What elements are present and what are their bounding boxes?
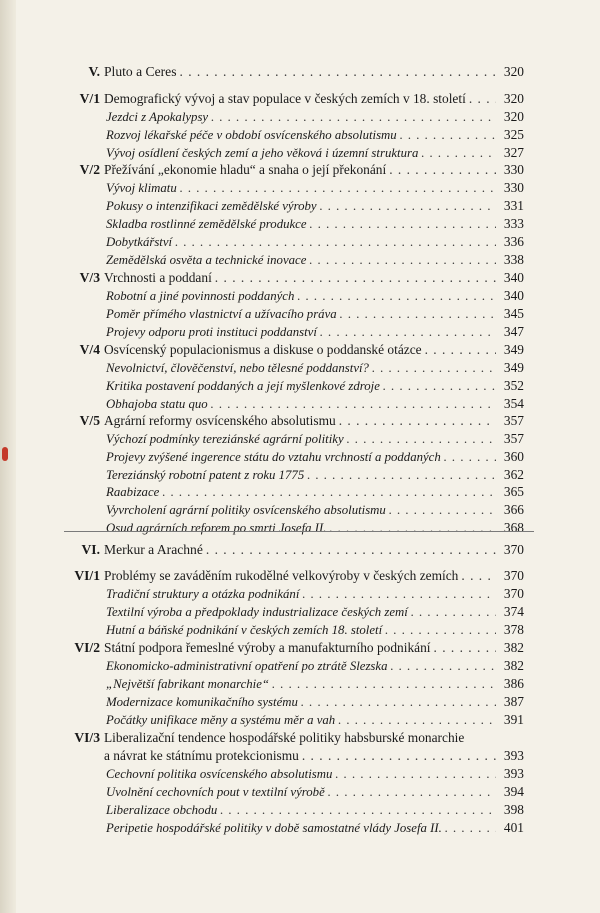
dot-leader [180,63,497,81]
toc-entry [0,63,600,81]
toc-entry [0,747,600,765]
toc-entry-page: 387 [503,694,524,709]
toc-entry [0,215,600,233]
dot-leader [411,603,496,621]
toc-entry-page: 370 [503,568,524,583]
toc-entry [0,801,600,819]
dot-leader [272,675,496,693]
toc-entry-page: 330 [503,180,524,195]
toc-entry [0,603,600,621]
dot-leader [180,179,496,197]
toc-entry-title: Počátky unifikace měny a systému měr a vah [106,713,336,727]
toc-entry [0,519,600,537]
dot-leader [297,287,496,305]
toc-entry-title: „Největší fabrikant monarchie“ [106,677,270,691]
toc-entry-page: 338 [503,252,524,267]
toc-entry-page: 347 [503,324,524,339]
toc-entry-number: V/4 [79,342,100,357]
dot-leader [211,395,496,413]
dot-leader [444,448,496,466]
toc-entry-title: Poměr přímého vlastnictví a užívacího práva [106,307,337,321]
toc-entry [0,466,600,484]
dot-leader [338,711,496,729]
toc-entry-title: Dobytkářství [106,235,173,249]
toc-entry-title: Problémy se zaváděním rukodělné velkovýroby v českých zemích [104,568,459,583]
toc-entry [0,711,600,729]
toc-entry-title: Modernizace komunikačního systému [106,695,298,709]
toc-entry-title: Pluto a Ceres [104,64,177,79]
toc-entry [0,395,600,413]
toc-entry [0,639,600,657]
dot-leader [469,90,496,108]
toc-entry [0,197,600,215]
toc-entry-title: Peripetie hospodářské politiky v době samostatné vlády Josefa II. [106,821,442,835]
toc-entry-title: Vývoj klimatu [106,181,177,195]
dot-leader [302,747,496,765]
toc-entry [0,657,600,675]
toc-entry [0,161,600,179]
dot-leader [175,233,496,251]
toc-entry-title: Státní podpora řemeslné výroby a manufakturního podnikání [104,640,431,655]
dot-leader [372,359,496,377]
toc-entry [0,765,600,783]
dot-leader [320,197,496,215]
toc-entry [0,108,600,126]
toc-entry-title: Osvícenský populacionismus a diskuse o poddanské otázce [104,342,422,357]
toc-entry-page: 340 [503,270,524,285]
toc-entry [0,377,600,395]
toc-entry-title: Jezdci z Apokalypsy [106,110,209,124]
dot-leader [389,501,496,519]
toc-entry [0,251,600,269]
toc-entry-title: Nevolnictví, člověčenství, nebo tělesné poddanství? [106,361,369,375]
toc-entry-title: Uvolnění cechovních pout v textilní výrobě [106,785,325,799]
toc-entry-number: VI/2 [74,640,100,655]
toc-entry [0,483,600,501]
toc-entry [0,233,600,251]
toc-entry [0,501,600,519]
dot-leader [391,657,497,675]
toc-entry-title: Liberalizace obchodu [106,803,218,817]
toc-entry-title: Ekonomicko-administrativní opatření po ztrátě Slezska [106,659,388,673]
dot-leader [309,251,496,269]
toc-entry [0,179,600,197]
toc-entry-number: V/1 [79,91,100,106]
dot-leader [162,483,496,501]
toc-entry-title: Projevy zvýšené ingerence státu do vztahu vrchností a poddaných [106,450,441,464]
toc-entry-number: VI/1 [74,568,100,583]
toc-entry-title: Projevy odporu proti instituci poddanství [106,325,317,339]
toc-entry-page: 349 [503,360,524,375]
dot-leader [434,639,496,657]
toc-entry [0,819,600,837]
toc-entry-page: 394 [503,784,524,799]
toc-entry-page: 354 [503,396,524,411]
toc-entry-page: 327 [503,145,524,160]
toc-entry [0,341,600,359]
toc-entry-page: 370 [503,586,524,601]
toc-entry-page: 382 [503,658,524,673]
toc-entry-title: Tereziánský robotní patent z roku 1775 [106,468,305,482]
toc-entry [0,693,600,711]
toc-entry-page: 336 [503,234,524,249]
toc-entry-page: 349 [503,342,524,357]
toc-entry [0,323,600,341]
toc-entry-title: Demografický vývoj a stav populace v českých zemích v 18. století [104,91,466,106]
toc-entry-page: 357 [503,413,524,428]
dot-leader [347,430,496,448]
toc-entry-page: 320 [503,64,524,79]
toc-entry-title: Tradiční struktury a otázka podnikání [106,587,300,601]
toc-entry-number: VI. [81,542,100,557]
toc-entry-title: Skladba rostlinné zemědělské produkce [106,217,307,231]
toc-entry-title: Merkur a Arachné [104,542,203,557]
toc-entry-page: 362 [503,467,524,482]
toc-entry-page: 320 [503,109,524,124]
toc-entry-number: V/5 [79,413,100,428]
toc-entry-page: 345 [503,306,524,321]
toc-entry [0,126,600,144]
toc-entry [0,541,600,559]
toc-entry-page: 374 [503,604,524,619]
toc-entry [0,430,600,448]
dot-leader [310,215,496,233]
toc-entry-title: Kritika postavení poddaných a její myšlenkové zdroje [106,379,380,393]
dot-leader [421,144,496,162]
toc-entry-page: 401 [503,820,524,835]
toc-entry-page: 398 [503,802,524,817]
dot-leader [335,765,496,783]
toc-entry-page: 391 [503,712,524,727]
dot-leader [206,541,496,559]
toc-entry-number: V/2 [79,162,100,177]
toc-entry-title: Hutní a báňské podnikání v českých zemích 18. století [106,623,383,637]
toc-entry-number: V/3 [79,270,100,285]
toc-entry-page: 330 [503,162,524,177]
toc-entry-title: Agrární reformy osvícenského absolutismu [104,413,336,428]
toc-entry [0,305,600,323]
toc-entry-page: 352 [503,378,524,393]
toc-entry-page: 360 [503,449,524,464]
toc-entry-title: Raabizace [106,485,160,499]
toc-entry-page: 366 [503,502,524,517]
toc-entry-title: a návrat ke státnímu protekcionismu [104,748,299,763]
toc-entry [0,675,600,693]
toc-entry-title: Textilní výroba a předpoklady industrializace českých zemí [106,605,408,619]
toc-entry [0,448,600,466]
toc-entry-page: 368 [503,520,524,535]
dot-leader [307,466,496,484]
toc-entry-page: 370 [503,542,524,557]
toc-entry-page: 393 [503,766,524,781]
toc-entry-page: 320 [503,91,524,106]
toc-entry [0,729,600,747]
dot-leader [215,269,496,287]
toc-entry [0,269,600,287]
dot-leader [211,108,496,126]
toc-entry [0,359,600,377]
toc-entry-page: 357 [503,431,524,446]
dot-leader [320,323,496,341]
dot-leader [461,567,496,585]
toc-entry [0,783,600,801]
dot-leader [425,341,496,359]
dot-leader [340,305,496,323]
chapter-divider [64,531,534,532]
dot-leader [220,801,496,819]
toc-entry-page: 331 [503,198,524,213]
toc-entry-title: Pokusy o intenzifikaci zemědělské výroby [106,199,317,213]
dot-leader [301,693,496,711]
dot-leader [383,377,496,395]
dot-leader [330,519,497,537]
toc-entry-page: 386 [503,676,524,691]
toc-entry [0,412,600,430]
toc-entry [0,567,600,585]
dot-leader [389,161,496,179]
dot-leader [339,412,496,430]
toc-entry [0,90,600,108]
toc-entry-number: V. [88,64,100,79]
toc-entry-page: 325 [503,127,524,142]
toc-entry-title: Vyvrcholení agrární politiky osvícenského absolutismu [106,503,386,517]
toc-entry [0,621,600,639]
toc-entry-page: 393 [503,748,524,763]
toc-entry-title: Robotní a jiné povinnosti poddaných [106,289,295,303]
toc-entry-title: Liberalizační tendence hospodářské politiky habsburské monarchie [104,730,465,745]
toc-entry-title: Zemědělská osvěta a technické inovace [106,253,307,267]
toc-entry-page: 378 [503,622,524,637]
dot-leader [328,783,496,801]
toc-entry-page: 333 [503,216,524,231]
dot-leader [302,585,496,603]
toc-entry [0,144,600,162]
toc-entry-page: 340 [503,288,524,303]
toc-entry-title: Výchozí podmínky tereziánské agrární politiky [106,432,344,446]
toc-entry-number: VI/3 [74,730,100,745]
toc-entry-title: Obhajoba statu quo [106,397,208,411]
dot-leader [400,126,496,144]
toc-entry [0,287,600,305]
dot-leader [445,819,496,837]
toc-entry [0,585,600,603]
toc-entry-page: 382 [503,640,524,655]
toc-entry-title: Osud agrárních reforem po smrti Josefa II. [106,521,327,535]
toc-entry-title: Vývoj osídlení českých zemí a jeho věková i územní struktura [106,146,419,160]
toc-entry-title: Vrchnosti a poddaní [104,270,212,285]
toc-entry-title: Cechovní politika osvícenského absolutismu [106,767,333,781]
dot-leader [385,621,496,639]
toc-entry-title: Přežívání „ekonomie hladu“ a snaha o její překonání [104,162,387,177]
toc-entry-page: 365 [503,484,524,499]
toc-entry-title: Rozvoj lékařské péče v období osvícenského absolutismu [106,128,397,142]
